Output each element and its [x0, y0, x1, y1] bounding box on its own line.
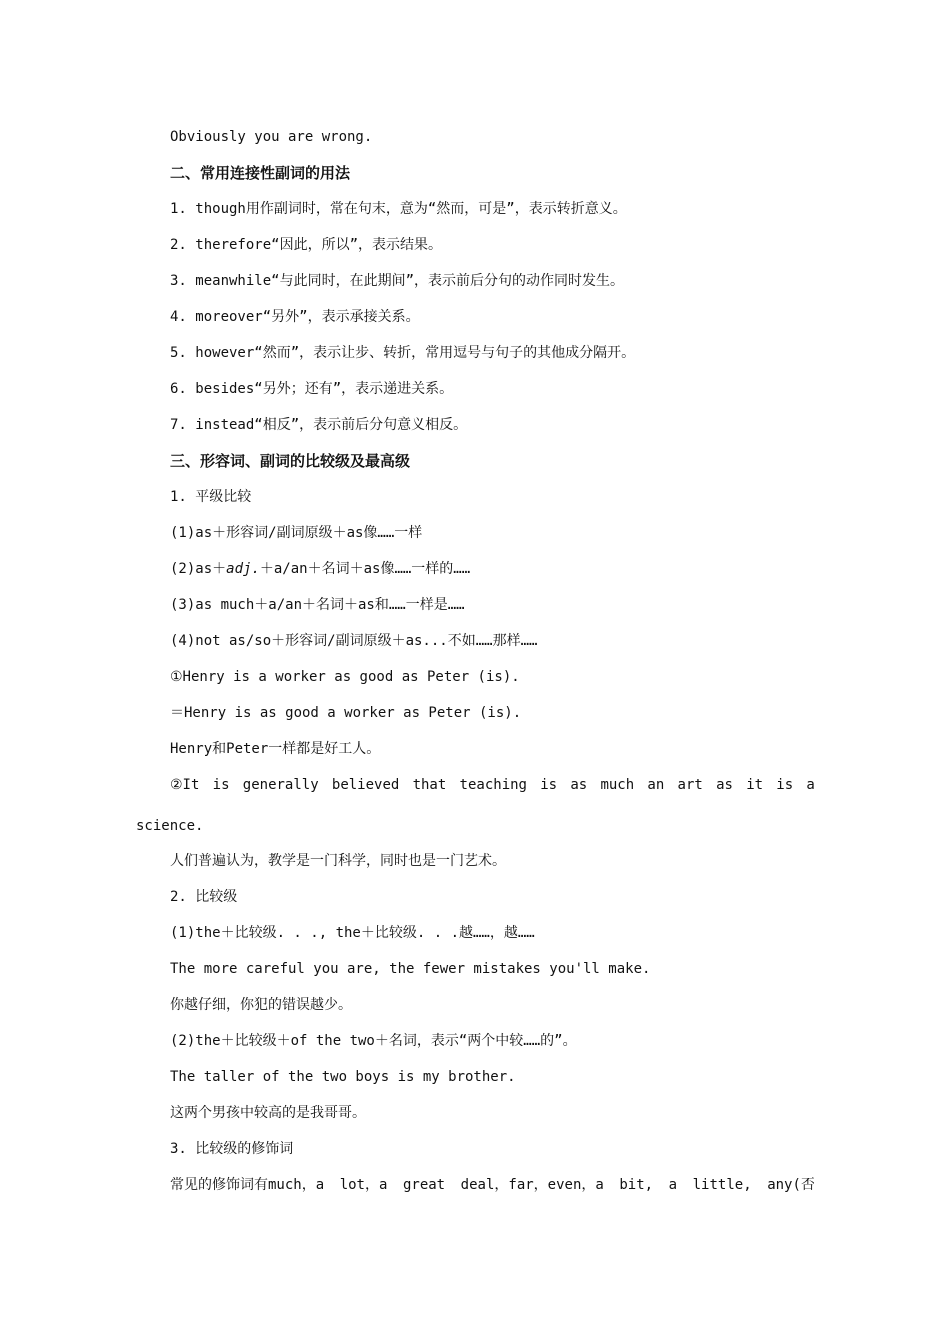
word: bit,: [619, 1177, 654, 1193]
word: a: [806, 777, 815, 793]
rule-line: (1)the＋比较级. . ., the＋比较级. . .越……，越……: [170, 925, 535, 941]
word: art: [677, 777, 703, 793]
word: a: [668, 1177, 678, 1193]
word: an: [647, 777, 665, 793]
word: great: [402, 1177, 446, 1193]
word: any(否: [767, 1177, 815, 1193]
translation: 人们普遍认为，教学是一门科学，同时也是一门艺术。: [170, 853, 506, 869]
rule-part: ＋a/an＋名词＋as像……一样的……: [259, 561, 471, 577]
example-sentence: Obviously you are wrong.: [170, 129, 373, 145]
subheading: 1. 平级比较: [170, 489, 252, 505]
rule-part: (2)as＋: [170, 561, 227, 577]
rule-line: (3)as much＋a/an＋名词＋as和……一样是……: [170, 597, 465, 613]
subheading: 2. 比较级: [170, 889, 238, 905]
word: deal，far，even，a: [460, 1177, 604, 1193]
word: is: [540, 777, 558, 793]
word: is: [212, 777, 230, 793]
rule-line: [170, 559, 470, 579]
list-item: 5. however“然而”，表示让步、转折，常用逗号与句子的其他成分隔开。: [170, 345, 636, 361]
word: is: [776, 777, 794, 793]
example-sentence: The more careful you are, the fewer mistakes you'll make.: [170, 961, 651, 977]
list-item: 1. though用作副词时，常在句末，意为“然而，可是”，表示转折意义。: [170, 201, 627, 217]
translation: 这两个男孩中较高的是我哥哥。: [170, 1105, 366, 1121]
section-heading-3: 三、形容词、副词的比较级及最高级: [170, 452, 411, 470]
word: as: [716, 777, 733, 793]
example-sentence: The taller of the two boys is my brother.: [170, 1069, 516, 1085]
rule-line: (2)the＋比较级＋of the two＋名词，表示“两个中较……的”。: [170, 1033, 577, 1049]
adj-abbreviation: adj.: [226, 561, 260, 577]
word: 常见的修饰词有much，a: [170, 1177, 325, 1193]
word: ②It: [170, 777, 200, 793]
word: lot，a: [339, 1177, 388, 1193]
word: it: [746, 777, 764, 793]
word: much: [600, 777, 635, 793]
subheading: 3. 比较级的修饰词: [170, 1141, 294, 1157]
word: believed: [331, 777, 400, 793]
word: teaching: [459, 777, 527, 793]
rule-line: (1)as＋形容词/副词原级＋as像……一样: [170, 525, 423, 541]
translation: Henry和Peter一样都是好工人。: [170, 741, 381, 757]
list-item: 6. besides“另外；还有”，表示递进关系。: [170, 381, 454, 397]
word: that: [412, 777, 447, 793]
example-sentence-justified: [170, 775, 815, 795]
word: as: [570, 777, 588, 793]
translation: 你越仔细，你犯的错误越少。: [170, 997, 352, 1013]
list-item: 2. therefore“因此，所以”，表示结果。: [170, 237, 443, 253]
list-item: 3. meanwhile“与此同时，在此期间”，表示前后分句的动作同时发生。: [170, 273, 625, 289]
word: generally: [242, 777, 319, 793]
example-sentence: ＝Henry is as good a worker as Peter (is).: [170, 705, 522, 721]
word: little,: [692, 1177, 752, 1193]
paragraph-justified: [170, 1175, 815, 1195]
rule-line: (4)not as/so＋形容词/副词原级＋as...不如……那样……: [170, 633, 538, 649]
section-heading-2: 二、常用连接性副词的用法: [170, 164, 351, 182]
example-continuation: science.: [136, 818, 204, 834]
list-item: 4. moreover“另外”，表示承接关系。: [170, 309, 420, 325]
list-item: 7. instead“相反”，表示前后分句意义相反。: [170, 417, 468, 433]
example-sentence: ①Henry is a worker as good as Peter (is).: [170, 669, 520, 685]
